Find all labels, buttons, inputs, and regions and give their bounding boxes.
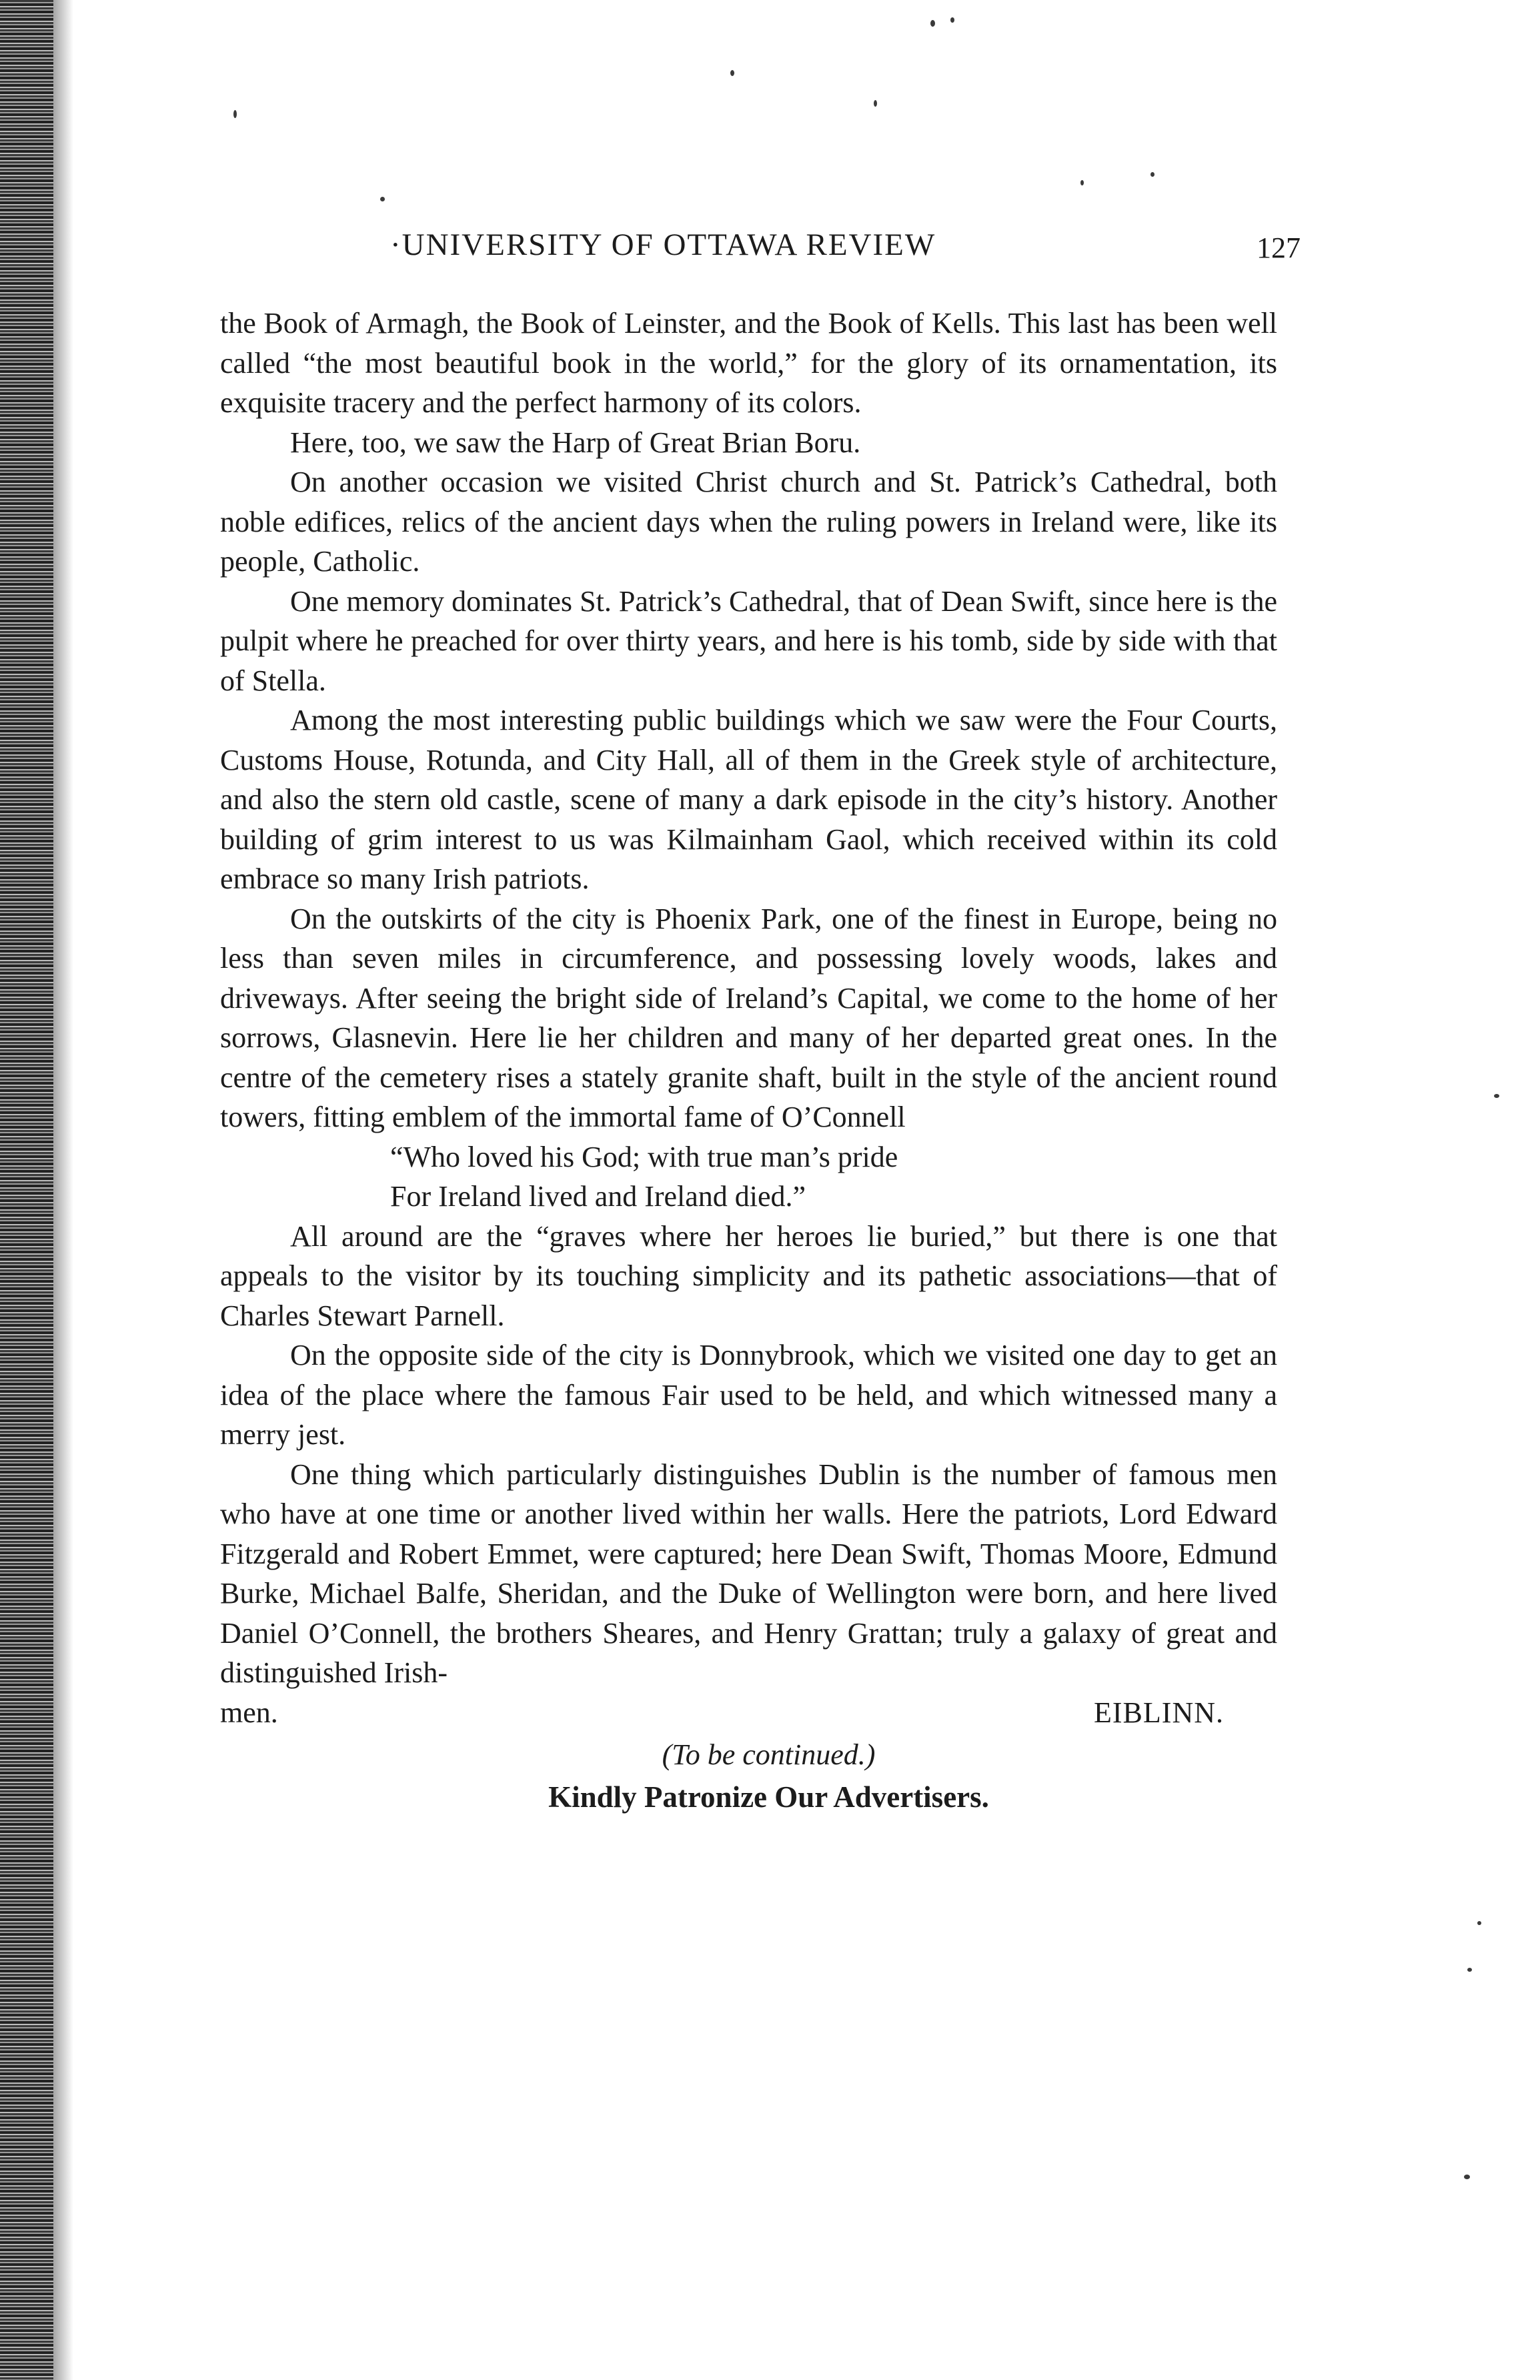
scanned-binding-edge <box>0 0 53 2380</box>
scan-speck <box>1464 2175 1470 2179</box>
scan-speck <box>1477 1921 1481 1925</box>
closing-line <box>220 1693 1277 1733</box>
advertisers-notice: Kindly Patronize Our Advertisers. <box>548 1780 989 1814</box>
paragraph: All around are the “graves where her heroes lie buried,” but there is one that appeals to the visitor by its touching simplicity and its pathetic associations—that of Charles Stewart Parnell. <box>220 1219 1277 1332</box>
paragraph: On the outskirts of the city is Phoenix Park, one of the finest in Europe, being no less than seven miles in circumference, and possessing lovely woods, lakes and driveways. After seeing the bright side of Ireland’s Capital, we come to the home of her sorrows, Glasnevin. Here lie her children and many of her departed great ones. In the centre of the cemetery rises a stately granite shaft, built in the style of the ancient round towers, fitting emblem of the immortal fame of O’Connell <box>220 902 1277 1133</box>
scan-speck <box>730 70 734 76</box>
paragraph: One memory dominates St. Patrick’s Cathedral, that of Dean Swift, since here is the pulpit where he preached for over thirty years, and here is his tomb, side by side with that of Stella. <box>220 584 1277 697</box>
scan-speck <box>930 20 935 27</box>
author-signature: EIBLINN. <box>1094 1696 1224 1729</box>
paragraph: Here, too, we saw the Harp of Great Brian Boru. <box>290 426 861 459</box>
scan-speck <box>1150 172 1154 177</box>
verse-quote <box>220 1137 1277 1217</box>
continued-note: (To be continued.) <box>662 1738 876 1771</box>
scan-speck <box>1080 180 1084 185</box>
scan-speck <box>950 17 954 23</box>
verse-line: “Who loved his God; with true man’s pride <box>390 1140 898 1173</box>
scan-speck <box>233 110 237 118</box>
journal-title: ·UNIVERSITY OF OTTAWA REVIEW <box>390 227 936 262</box>
paragraph: Among the most interesting public buildings which we saw were the Four Courts, Customs House, Rotunda, and City Hall, all of them in the Greek style of architecture, and also the stern old castle, scene of many a dark episode in the city’s history. Another building of grim interest to us was Kilmainham Gaol, which received within its cold embrace so many Irish patriots. <box>220 704 1277 895</box>
closing-word: men. <box>220 1696 278 1729</box>
paragraph: One thing which particularly distinguishes Dublin is the number of famous men who have at one time or another lived within her walls. Here the patriots, Lord Edward Fitzgerald and Robert Emmet, were captured; here Dean Swift, Thomas Moore, Edmund Burke, Michael Balfe, Sheridan, and the Duke of Wellington were born, and here lived Daniel O’Connell, the brothers Sheares, and Henry Grattan; truly a galaxy of great and distinguished Irish- <box>220 1457 1277 1689</box>
binding-shadow <box>53 0 73 2380</box>
scan-speck <box>1494 1094 1499 1098</box>
scan-speck <box>1467 1968 1472 1972</box>
paragraph: On the opposite side of the city is Donnybrook, which we visited one day to get an idea of the place where the famous Fair used to be held, and which witnessed many a merry jest. <box>220 1339 1277 1451</box>
paragraph: the Book of Armagh, the Book of Leinster, and the Book of Kells. This last has been well called “the most beautiful book in the world,” for the glory of its ornamentation, its exquisite tracery and the perfect harmony of its colors. <box>220 307 1277 419</box>
page-number: 127 <box>1257 231 1301 264</box>
article-body <box>220 304 1277 1817</box>
scan-speck <box>380 197 385 201</box>
scan-speck <box>874 100 877 107</box>
running-header <box>390 227 1301 267</box>
verse-line: For Ireland lived and Ireland died.” <box>390 1180 806 1213</box>
paragraph: On another occasion we visited Christ church and St. Patrick’s Cathedral, both noble edifices, relics of the ancient days when the ruling powers in Ireland were, like its people, Catholic. <box>220 466 1277 578</box>
